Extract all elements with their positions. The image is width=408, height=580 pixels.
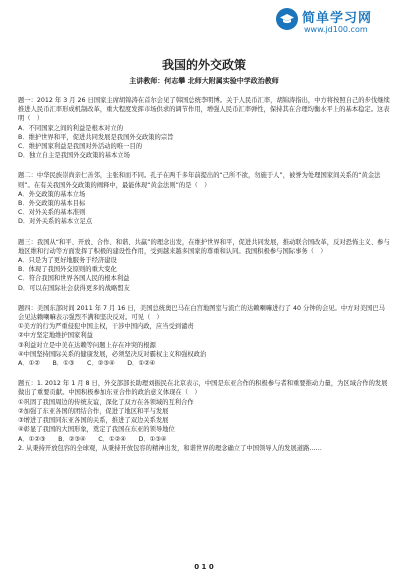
question-option: ④彰显了我国的大国形象，奠定了我国在东亚的领导地位 <box>18 426 175 434</box>
question-option: ①巩固了我国周边的传统友谊，深化了双方在各领域的互利合作 <box>18 398 194 406</box>
question-3 <box>18 238 390 293</box>
answer-choices: A．①②③ B．②③④ C．①②④ D．①③④ <box>18 435 167 443</box>
question-stem-continuation: 2. 从秉持开放包容的全球观，从秉持开放包容的精神出发，和谐世界的理念确立了中国领导人的发展道路…… <box>18 444 322 452</box>
question-stem: 题五：1. 2012 年 1 月 8 日，外交部部长助理刘振民在北京表示，中国是东亚合作的积极参与者和重要推动力量，为区域合作的发展做出了重要贡献。中国积极参加东亚合作的政治意义体现在（ ） <box>18 380 388 397</box>
question-1 <box>18 96 390 160</box>
logo-url: www.jd100.com <box>304 25 368 34</box>
questions-section <box>18 96 390 464</box>
graduation-cap-icon <box>276 8 298 30</box>
question-option: B．体现了我国外交原则的重大变化 <box>18 266 117 274</box>
question-option: ③利益对立是中美在达赖等问题上存在冲突的根源 <box>18 341 156 349</box>
document-title: 我国的外交政策 <box>161 58 246 72</box>
logo-title: 简单学习网 <box>302 11 373 26</box>
question-option: ①美方的行为严重侵犯中国主权，干涉中国内政，应当受到谴责 <box>18 323 194 331</box>
question-2 <box>18 171 390 226</box>
question-option: ④中国坚持国际关系的健康发展，必须坚决反对霸权主义和强权政治 <box>18 350 207 358</box>
answer-choices: A．①② B．①③ C．②③④ D．①②④ <box>18 360 156 368</box>
question-option: B．外交政策的基本目标 <box>18 200 86 208</box>
question-option: C．维护国家利益是我国对外活动的唯一目的 <box>18 143 143 151</box>
question-option: B．维护世界和平，促进共同发展是我国外交政策的宗旨 <box>18 133 174 141</box>
question-option: ③增进了我国同东亚各国的关系，推进了双边关系发展 <box>18 417 169 425</box>
question-stem: 题四：美国东部时间 2011 年 7 月 16 日，美国总统奥巴马在白宫地图室与流亡的达赖喇嘛进行了 40 分钟的会见。中方对美国巴马会见达赖喇嘛表示强烈不满和坚决反对。可见（ ） <box>18 304 385 322</box>
question-5 <box>18 379 390 453</box>
question-4 <box>18 304 390 368</box>
question-option: D．对外关系的基本立足点 <box>18 218 93 226</box>
question-option: A．外交政策的基本立场 <box>18 190 86 198</box>
question-option: D．可以在国际社会获得更多的战略盟友 <box>18 284 130 292</box>
page-number: 0 1 0 <box>194 563 214 571</box>
question-option: C．对外关系的基本准则 <box>18 209 86 217</box>
question-option: C．符合我国和世界各国人民的根本利益 <box>18 275 130 283</box>
question-option: ②加强了东亚各国的团结合作，促进了地区和平与发展 <box>18 407 169 415</box>
question-option: A．不同国家之间的利益是根本对立的 <box>18 124 124 132</box>
question-stem: 题二：中华民族崇尚亲仁善邻，主张和而不同。孔子在两千多年前提出的“己所不欲，勿施于人”，被誉为处理国家间关系的“黄金法则”。在有关我国外交政策的阐释中，最能体现“黄金法则”的是（ ） <box>18 172 381 189</box>
site-logo[interactable] <box>276 6 396 38</box>
question-stem: 题一：2012 年 3 月 26 日国家主席胡锦涛在首尔会见了韩国总统李明博。关于人民币汇率，胡锦涛指出，中方将按照自己的步伐继续推进人民币汇率形成机制改革，重大程度发挥市场供求的调节作用，增强人民币汇率弹性，保持其在合理均衡水平上的基本稳定。这表明（ ） <box>18 97 390 123</box>
question-option: ②中方坚定地维护国家利益 <box>18 332 93 340</box>
question-option: D．独立自主是我国外交政策的基本立场 <box>18 152 130 160</box>
question-stem: 题三：我国从“和平、开放、合作、和谐、共赢”的理念出发，在维护世界和平，促进共同发展，推动联合国改革，反对恐怖主义、参与地区维和行动等方面发挥了积极的建设性作用，受到越来越多国家的尊重和认同。我国积极参与国际事务（ ） <box>18 238 390 255</box>
question-option: A．只是为了更好地服务于经济建设 <box>18 257 117 265</box>
author-line: 主讲教师：何志攀 北师大附属实验中学政治教师 <box>129 77 279 85</box>
